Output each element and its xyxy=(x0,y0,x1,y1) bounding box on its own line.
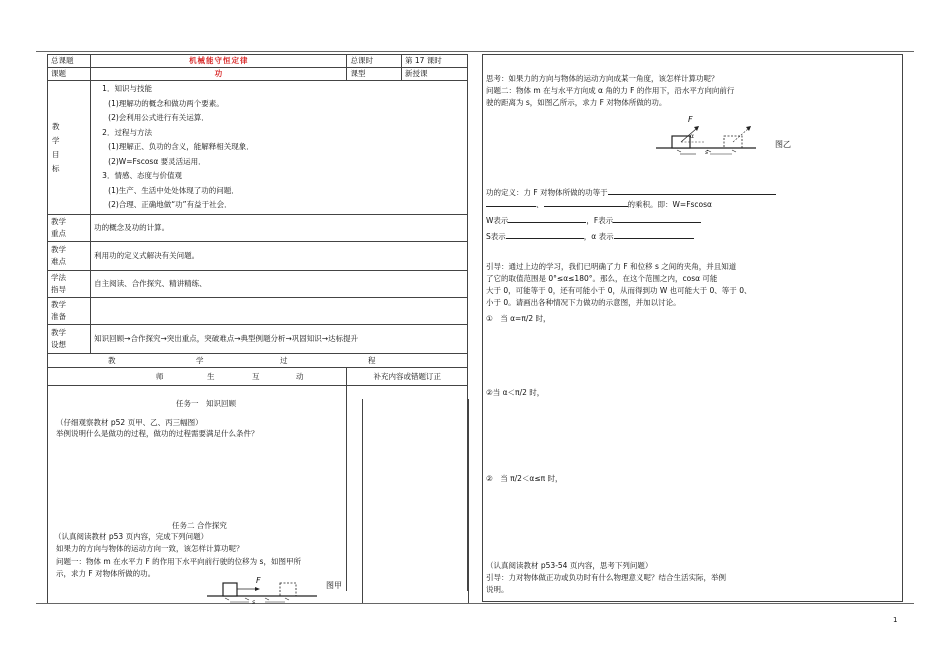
objectives-label: 教 学 目 标 xyxy=(48,81,91,215)
guide2-line2: 说明。 xyxy=(486,585,509,594)
key-point-content: 功的概念及功的计算。 xyxy=(91,215,468,242)
task2-line3: 问题一：物体 m 在水平力 F 的作用下水平向前行驶的位移为 s，如图甲所 xyxy=(56,557,301,566)
method-label: 学法 指导 xyxy=(48,271,91,298)
interaction-header: 师 生 互 动 xyxy=(48,368,347,386)
definition-line1: 功的定义：力 F 对物体所做的功等于 xyxy=(486,185,776,199)
fig-yi-caption: 图乙 xyxy=(775,140,791,149)
objectives-content: 1．知识与技能 (1)理解功的概念和做功两个要素。 (2)会利用公式进行有关运算． 2．过程与方法 (1)理解正、负功的含义，能解释相关现象． (2)W=Fscosα 要灵活运用． 3．情感、态度与价值观 (1)生产、生活中处处体现了功的问题． (2)合理、正确地做“功”有益于社会． xyxy=(91,81,468,215)
guide1-line1: 引导：通过上边的学习，我们已明确了力 F 和位移 s 之间的夹角，并且知道 xyxy=(486,262,737,271)
task1-title: 任务一 知识回顾 xyxy=(176,399,236,408)
key-point-label: 教学 重点 xyxy=(48,215,91,242)
fig-jia-caption: 图甲 xyxy=(326,581,342,590)
lesson-title: 功 xyxy=(91,68,347,81)
task1-line2: 举例说明什么是做功的过程，做功的过程需要满足什么条件？ xyxy=(56,429,259,438)
preparation-label: 教学 准备 xyxy=(48,298,91,325)
process-title-row: 教 学 过 程 xyxy=(48,354,468,368)
kt-label: 课题 xyxy=(48,68,91,81)
question2-line2: 驶的距离为 s，如图乙所示，求力 F 对物体所做的功。 xyxy=(486,98,667,107)
lesson-plan-table xyxy=(47,54,468,591)
concept-label: 教学 设想 xyxy=(48,325,91,354)
guide1-line3: 大于 0，可能等于 0，还有可能小于 0，从而得到功 W 也可能大于 0、等于 0、 xyxy=(486,286,752,295)
right-border xyxy=(468,399,469,603)
supplement-body xyxy=(347,386,468,591)
reading-instruction: （认真阅读教材 p53-54 页内容，思考下列问题） xyxy=(486,561,653,570)
s-alpha-line: S表示 ，α 表示 xyxy=(486,229,694,243)
guide1-line4: 小于 0。请画出各种情况下力做功的示意图，并加以讨论。 xyxy=(486,298,681,307)
zks-label: 总课题 xyxy=(48,55,91,68)
left-border xyxy=(47,399,48,603)
top-rule xyxy=(36,51,914,52)
task2-line1: （认真阅读教材 p53 页内容，完成下列问题） xyxy=(54,532,209,541)
case-3: ② 当 π/2＜α≤π 时， xyxy=(486,474,563,483)
guide1-line2: 了它的取值范围是 0°≤α≤180°。那么，在这个范围之内，cosα 可能 xyxy=(486,274,718,283)
preparation-content xyxy=(91,298,468,325)
task1-line1: （仔细观察教材 p52 页甲、乙、丙三幅图） xyxy=(56,418,203,427)
supplement-header: 补充内容或错题订正 xyxy=(347,368,468,386)
fig-yi-force-label: F xyxy=(688,115,693,124)
fig-jia-disp-label: s xyxy=(252,599,256,606)
kx-value: 新授课 xyxy=(402,68,468,81)
case-1: ① 当 α=π/2 时， xyxy=(486,314,551,323)
fig-jia-force-label: F xyxy=(256,576,261,585)
difficulty-label: 教学 难点 xyxy=(48,242,91,271)
zkh-value: 第 17 课时 xyxy=(402,55,468,68)
page-number: 1 xyxy=(893,616,898,624)
fig-yi-angle-label: α xyxy=(690,133,694,140)
difficulty-content: 利用功的定义式解决有关问题。 xyxy=(91,242,468,271)
fig-yi-disp-label: s xyxy=(705,149,709,156)
question2-line1: 问题二：物体 m 在与水平方向成 α 角的力 F 的作用下，沿水平方向向前行 xyxy=(486,86,735,95)
case-2: ②当 α＜π/2 时， xyxy=(486,388,545,397)
course-title: 机械能守恒定律 xyxy=(91,55,347,68)
task2-line4: 示，求力 F 对物体所做的功。 xyxy=(56,569,156,578)
definition-line2: 、 的乘积。即：W=Fscosα xyxy=(486,197,712,211)
kx-label: 课型 xyxy=(347,68,402,81)
method-content: 自主阅读、合作探究、精讲精练、 xyxy=(91,271,468,298)
guide2-line1: 引导：力对物体做正功或负功时有什么物理意义呢？结合生活实际，举例 xyxy=(486,573,726,582)
w-f-line: W表示 ，F表示 xyxy=(486,213,701,227)
question-intro: 思考：如果力的方向与物体的运动方向成某一角度，该怎样计算功呢？ xyxy=(486,74,719,83)
task2-title: 任务二 合作探究 xyxy=(172,521,227,530)
task2-line2: 如果力的方向与物体的运动方向一致，该怎样计算功呢？ xyxy=(56,544,244,553)
zkh-label: 总课时 xyxy=(347,55,402,68)
bottom-rule xyxy=(36,603,914,604)
supplement-divider xyxy=(362,399,363,603)
figure-yi xyxy=(652,112,772,162)
concept-content: 知识回顾→合作探究→突出重点，突破难点→典型例题分析→巩固知识→达标提升 xyxy=(91,325,468,354)
